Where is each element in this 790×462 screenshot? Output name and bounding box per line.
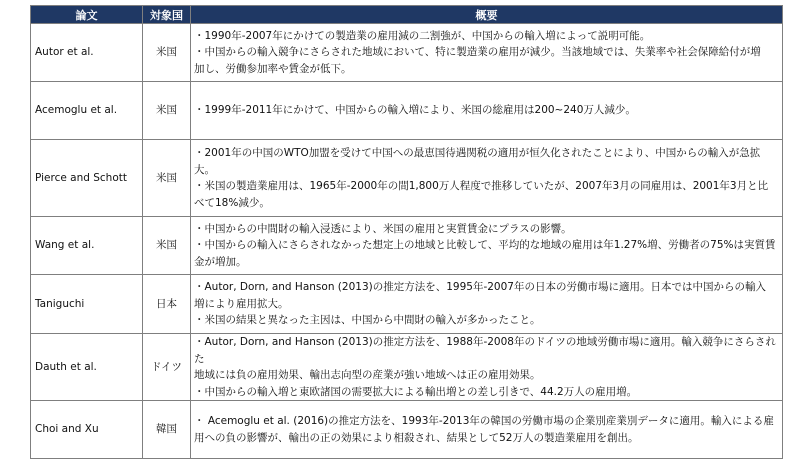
paper-cell: Pierce and Schott — [31, 140, 143, 217]
table-row — [31, 82, 783, 140]
country-cell: 日本 — [143, 275, 191, 334]
summary-line: ・中国からの輸入競争にさらされた地域において、特に製造業の雇用が減少。当該地域では、失業率や社会保障給付が増 — [194, 46, 761, 59]
country-cell: 米国 — [143, 82, 191, 140]
summary-cell — [191, 275, 783, 334]
summary-line: ・中国からの輸入にさらされなかった想定上の地域と比較して、平均的な地域の雇用は年1.27%増、労働者の75%は実質賃 — [194, 239, 776, 252]
summary-line: ・Autor, Dorn, and Hanson (2013)の推定方法を、1995年-2007年の日本の労働市場に適用。日本では中国からの輸入 — [194, 281, 766, 294]
paper-cell: Wang et al. — [31, 217, 143, 275]
table-row — [31, 334, 783, 401]
table-row — [31, 24, 783, 82]
header-row — [31, 6, 783, 24]
summary-line: べて18%減少。 — [194, 196, 270, 209]
summary-line: 増により雇用拡大。 — [194, 297, 289, 310]
summary-line: 用への負の影響が、輸出の正の効果により相殺され、結果として52万人の製造業雇用を創出。 — [194, 431, 639, 444]
summary-line: ・1990年-2007年にかけての製造業の雇用減の二割強が、中国からの輸入増によって説明可能。 — [194, 29, 651, 42]
summary-cell — [191, 140, 783, 217]
summary-cell — [191, 24, 783, 82]
header-summary: 概要 — [191, 6, 783, 24]
header-country: 対象国 — [143, 6, 191, 24]
summary-line: ・中国からの中間財の輸入浸透により、米国の雇用と実質賃金にプラスの影響。 — [194, 222, 572, 235]
paper-cell: Taniguchi — [31, 275, 143, 334]
studies-table — [30, 5, 783, 459]
country-cell: 米国 — [143, 140, 191, 217]
summary-line: 大。 — [194, 163, 215, 176]
country-cell: 韓国 — [143, 401, 191, 459]
country-cell: ドイツ — [143, 334, 191, 401]
summary-cell — [191, 82, 783, 140]
summary-cell — [191, 217, 783, 275]
paper-cell: Acemoglu et al. — [31, 82, 143, 140]
header-paper: 論文 — [31, 6, 143, 24]
table-row — [31, 401, 783, 459]
summary-line: ・1999年-2011年にかけて、中国からの輸入増により、米国の総雇用は200~240万人減少。 — [194, 104, 636, 117]
table-row — [31, 140, 783, 217]
summary-line: ・ Acemoglu et al. (2016)の推定方法を、1993年-2013年の韓国の労働市場の企業別産業別データに適用。輸入による雇 — [194, 415, 774, 427]
table-row — [31, 217, 783, 275]
paper-cell: Dauth et al. — [31, 334, 143, 401]
summary-line: ・2001年の中国のWTO加盟を受けて中国への最恵国待遇関税の適用が恒久化されたことにより、中国からの輸入が急拡 — [194, 147, 761, 159]
summary-line: ・米国の製造業雇用は、1965年-2000年の間1,800万人程度で推移していたが、2007年3月の同雇用は、2001年3月と比 — [194, 180, 769, 192]
summary-line: 金が増加。 — [194, 255, 247, 268]
paper-cell: Autor et al. — [31, 24, 143, 82]
paper-cell: Choi and Xu — [31, 401, 143, 459]
summary-cell — [191, 401, 783, 459]
summary-line: ・中国からの輸入増と東欧諸国の需要拡大による輸出増との差し引きで、44.2万人の雇用増。 — [194, 385, 638, 398]
summary-line: ・米国の結果と異なった主因は、中国から中間財の輸入が多かったこと。 — [194, 314, 541, 327]
table-row — [31, 275, 783, 334]
summary-line: ・Autor, Dorn, and Hanson (2013)の推定方法を、1988年-2008年のドイツの地域労働市場に適用。輸入競争にさらされた — [194, 336, 776, 365]
summary-cell — [191, 334, 783, 401]
summary-line: 加し、労働参加率や賃金が低下。 — [194, 62, 352, 75]
country-cell: 米国 — [143, 24, 191, 82]
country-cell: 米国 — [143, 217, 191, 275]
summary-line: 地域には負の雇用効果、輸出志向型の産業が強い地域へは正の雇用効果。 — [194, 369, 541, 381]
